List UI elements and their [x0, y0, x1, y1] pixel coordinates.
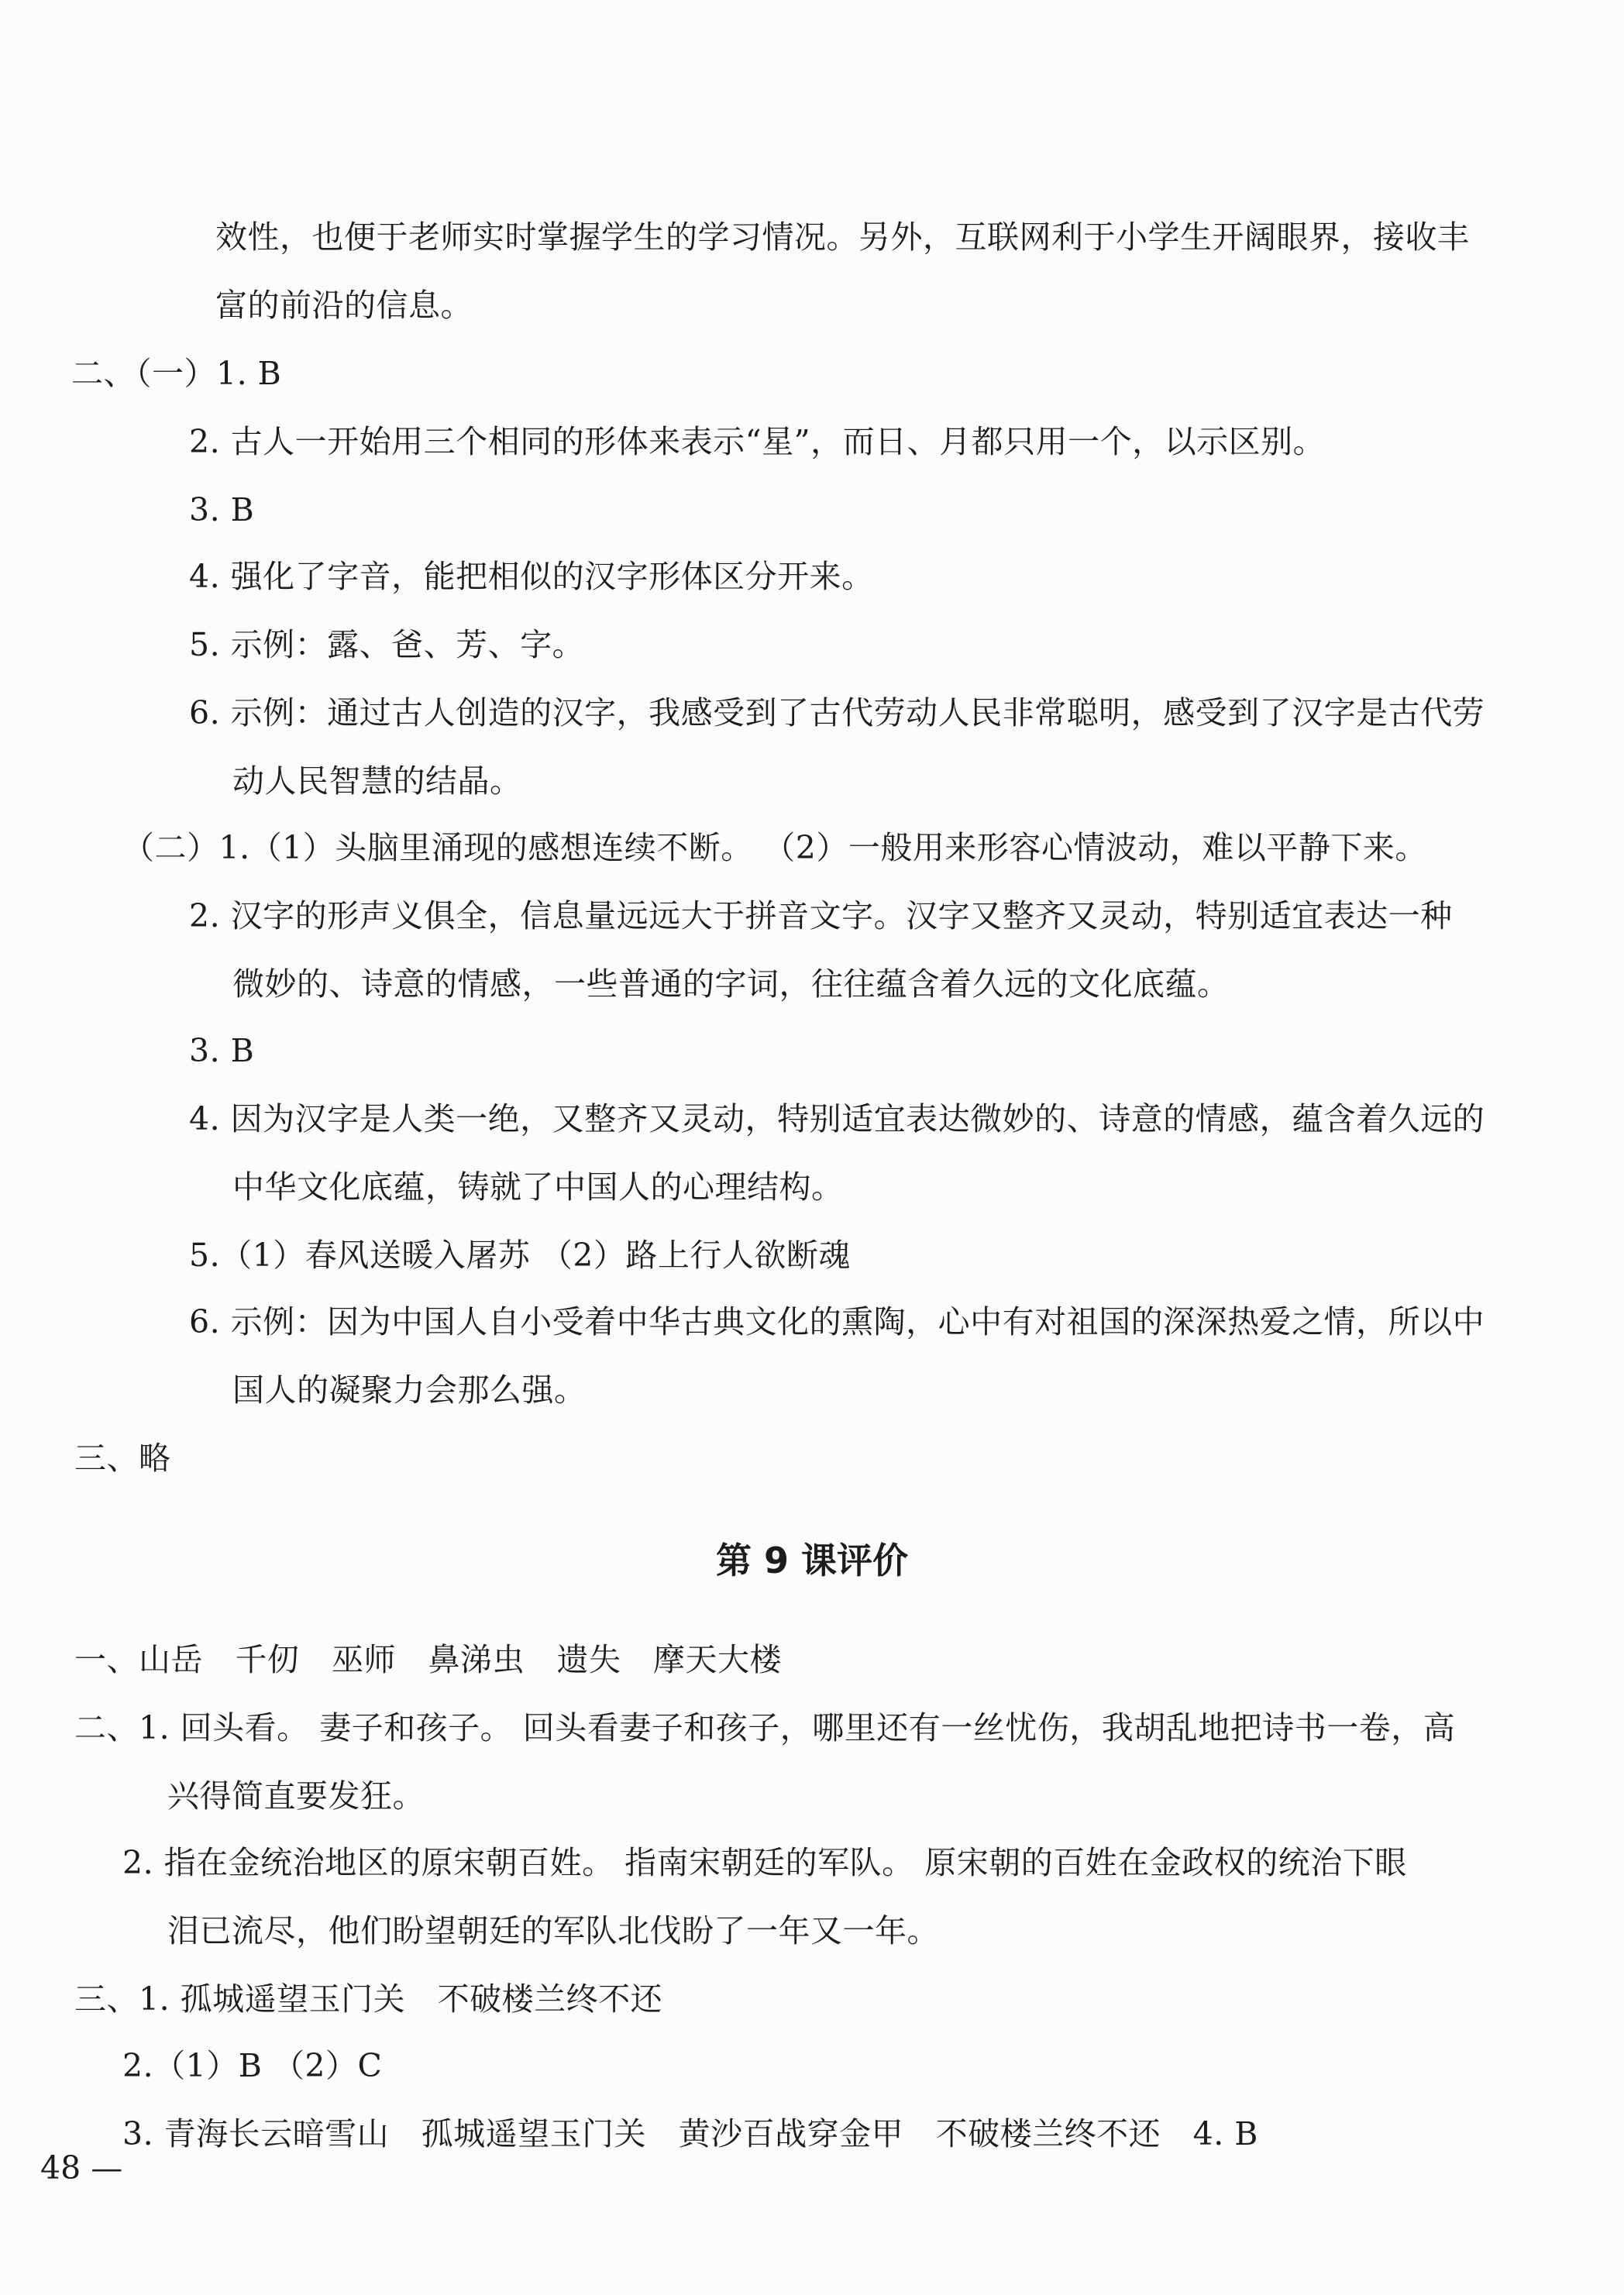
text-line: 二、1. 回头看。 妻子和孩子。 回头看妻子和孩子，哪里还有一丝忧伤，我胡乱地把诗书一卷，高 [74, 1709, 1456, 1746]
text-line: 2. 古人一开始用三个相同的形体来表示“星”，而日、月都只用一个，以示区别。 [189, 423, 1326, 460]
text-line: 泪已流尽，他们盼望朝廷的军队北伐盼了一年又一年。 [167, 1912, 939, 1949]
text-line: 一、山岳 千仞 巫师 鼻涕虫 遗失 摩天大楼 [74, 1641, 782, 1678]
text-line: 3. B [189, 491, 255, 528]
text-line: 2. 指在金统治地区的原宋朝百姓。 指南宋朝廷的军队。 原宋朝的百姓在金政权的统治下眼 [122, 1844, 1407, 1881]
text-line: 兴得简直要发狂。 [167, 1777, 425, 1815]
text-line: 富的前沿的信息。 [215, 287, 473, 324]
text-line: 微妙的、诗意的情感，一些普通的字词，往往蕴含着久远的文化底蕴。 [232, 965, 1230, 1003]
page-number: 48 — [40, 2149, 123, 2187]
text-line: 2. 汉字的形声义俱全，信息量远远大于拼音文字。汉字又整齐又灵动，特别适宜表达一种 [189, 897, 1453, 934]
text-line: 2.（1）B （2）C [122, 2047, 383, 2084]
text-line: 5.（1）春风送暖入屠苏 （2）路上行人欲断魂 [189, 1237, 851, 1274]
text-line: 6. 示例：通过古人创造的汉字，我感受到了古代劳动人民非常聪明，感受到了汉字是古代劳 [189, 694, 1485, 731]
text-line: 3. 青海长云暗雪山 孤城遥望玉门关 黄沙百战穿金甲 不破楼兰终不还 4. B [122, 2115, 1258, 2152]
text-line: 效性，也便于老师实时掌握学生的学习情况。另外，互联网利于小学生开阔眼界，接收丰 [215, 218, 1470, 256]
text-line: 动人民智慧的结晶。 [232, 762, 522, 800]
section-title: 第 9 课评价 [715, 1540, 909, 1581]
text-line: 4. 因为汉字是人类一绝，又整齐又灵动，特别适宜表达微妙的、诗意的情感，蕴含着久远的 [189, 1100, 1485, 1137]
text-line: 5. 示例：露、爸、芳、字。 [189, 626, 585, 663]
text-line: 中华文化底蕴，铸就了中国人的心理结构。 [232, 1168, 844, 1206]
text-line: 三、略 [74, 1440, 171, 1477]
text-line: 6. 示例：因为中国人自小受着中华古典文化的熏陶，心中有对祖国的深深热爱之情，所以中 [189, 1303, 1485, 1340]
text-line: 3. B [189, 1032, 255, 1069]
text-line: 国人的凝聚力会那么强。 [232, 1371, 587, 1409]
text-line: 二、（一）1. B [71, 355, 282, 392]
text-line: 三、1. 孤城遥望玉门关 不破楼兰终不还 [74, 1980, 663, 2018]
text-line: （二）1.（1）头脑里涌现的感想连续不断。 （2）一般用来形容心情波动，难以平静下来。 [122, 829, 1427, 866]
text-line: 4. 强化了字音，能把相似的汉字形体区分开来。 [189, 558, 874, 595]
